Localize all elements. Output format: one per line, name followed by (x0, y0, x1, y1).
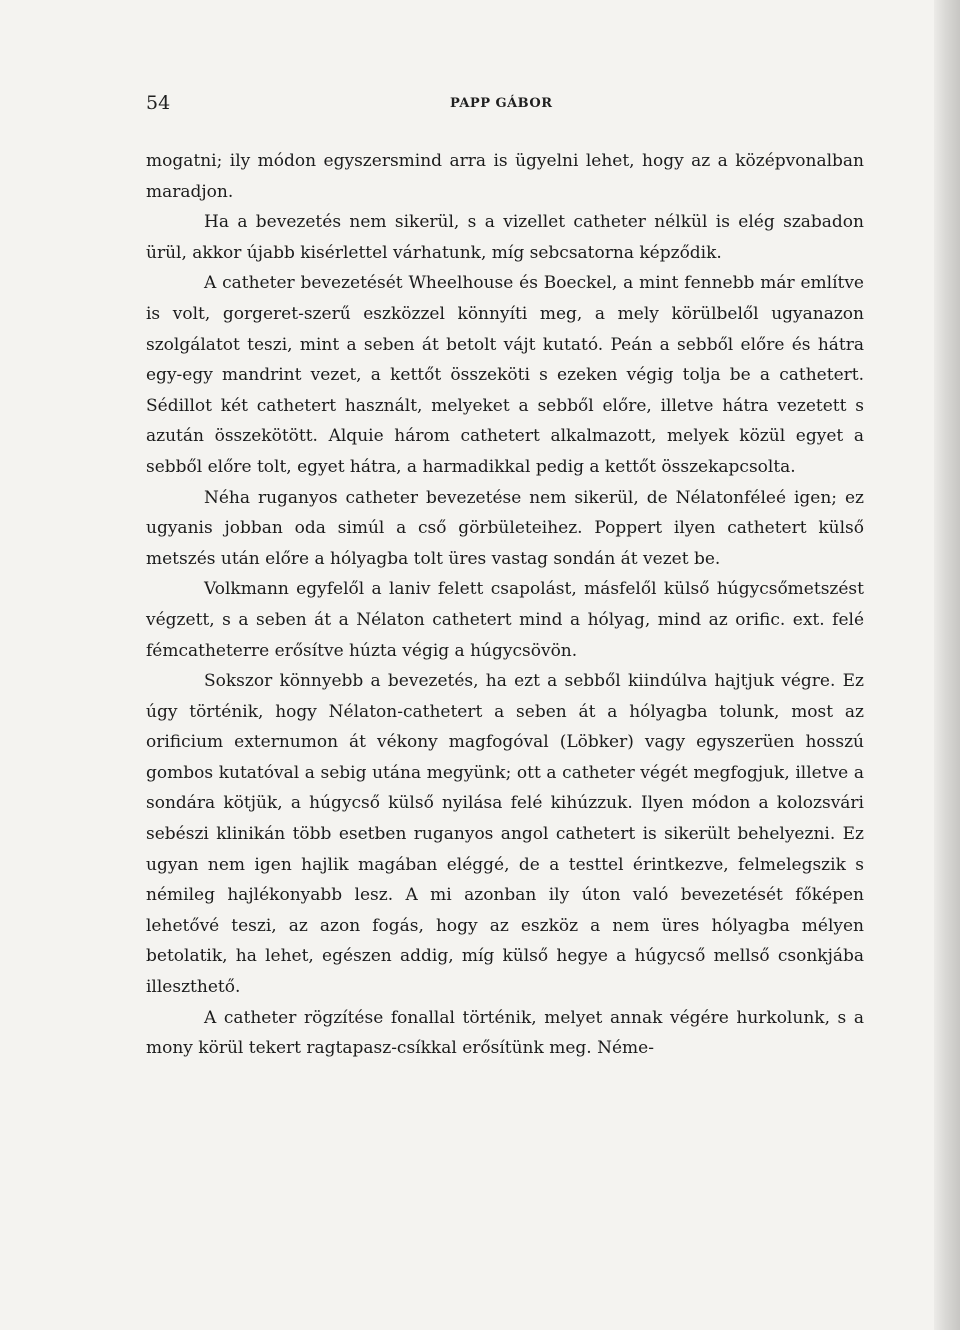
paragraph-6: Sokszor könnyebb a bevezetés, ha ezt a sebből kiindúlva hajtjuk végre. Ez úgy történik, hogy Nélaton-cathetert a seben át a hólyagba tolunk, most az orificium externumon át vékony magfogóval (Löbker) vagy egyszerüen hosszú gombos kutatóval a sebig utána megyünk; ott a catheter végét megfogjuk, illetve a sondára kötjük, a húgycső külső nyilása felé kihúzzuk. Ilyen módon a kolozsvári sebészi klinikán több esetben ruganyos angol cathetert is sikerült behelyezni. Ez ugyan nem igen hajlik magában eléggé, de a testtel érintkezve, felmelegszik s némileg hajlékonyabb lesz. A mi azonban ily úton való bevezetését főképen lehetővé teszi, az azon fogás, hogy az eszköz a nem üres hólyagba mélyen betolatik, ha lehet, egészen addig, míg külső hegye a húgycső mellső csonkjába illeszthető. (146, 671, 864, 998)
paragraph-3: A catheter bevezetését Wheelhouse és Boeckel, a mint fennebb már említve is volt, gorgeret-szerű eszközzel könnyíti meg, a mely körülbelől ugyanazon szolgálatot teszi, mint a seben át betolt vájt kutató. Peán a sebből előre és hátra egy-egy mandrint vezet, a kettőt összeköti s ezeken végig tolja be a cathetert. Sédillot két cathetert használt, melyeket a sebből előre, illetve hátra vezetett s azután összekötött. Alquie három cathetert alkalmazott, melyek közül egyet a sebből előre tolt, egyet hátra, a harmadikkal pedig a kettőt összekapcsolta. (146, 273, 864, 477)
paragraph-4: Néha ruganyos catheter bevezetése nem sikerül, de Nélatonféleé igen; ez ugyanis jobban oda simúl a cső görbületeihez. Poppert ilyen cathetert külső metszés után előre a hólyagba tolt üres vastag sondán át vezet be. (146, 487, 864, 569)
page-header (146, 92, 866, 118)
paragraph-5: Volkmann egyfelől a laniv felett csapolást, másfelől külső húgycsőmetszést végzett, s a seben át a Nélaton cathetert mind a hólyag, mind az orific. ext. felé fémcatheterre erősítve húzta végig a húgycsövön. (146, 579, 864, 661)
page-number: 54 (146, 92, 171, 114)
running-head: PAPP GÁBOR (450, 96, 553, 111)
paragraph-7: A catheter rögzítése fonallal történik, melyet annak végére hurkolunk, s a mony körül tekert ragtapasz-csíkkal erősítünk meg. Néme- (146, 1007, 864, 1059)
body-text (146, 146, 864, 1064)
page-edge-shadow (934, 0, 960, 1330)
paragraph-2: Ha a bevezetés nem sikerül, s a vizellet catheter nélkül is elég szabadon ürül, akkor újabb kisérlettel várhatunk, míg sebcsatorna képződik. (146, 212, 864, 263)
paragraph-1: mogatni; ily módon egyszersmind arra is ügyelni lehet, hogy az a középvonalban maradjon. (146, 151, 864, 202)
